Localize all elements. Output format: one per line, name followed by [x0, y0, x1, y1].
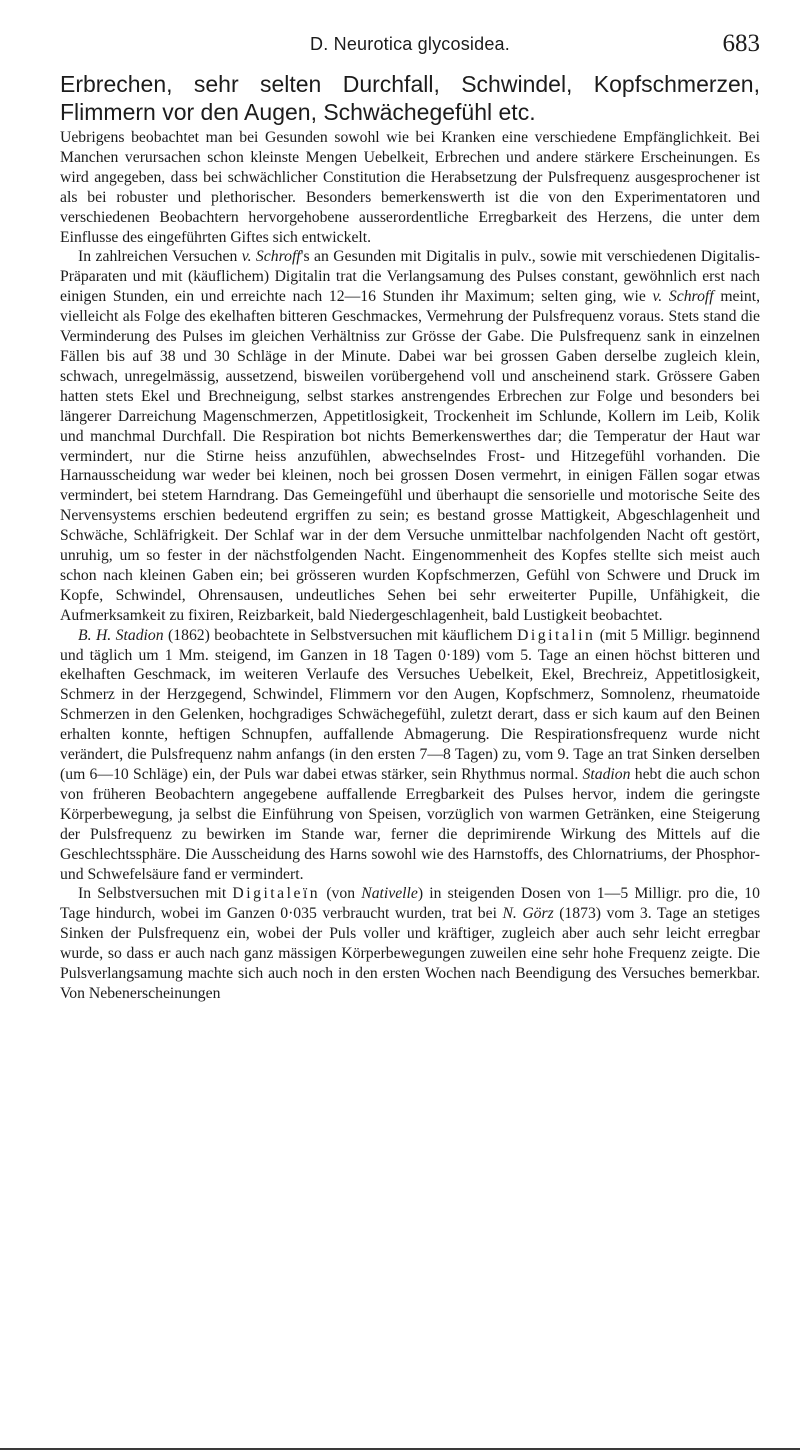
text-run: 's an Gesunden mit Digitalis in pulv., sowie mit verschiedenen Digitalis-Präparaten und mit (käuflichem) Digitalin trat die Verlangsamung des Pulses constant, gewöhnlich erst nach einigen Stunden, ein und erreichte nach 12—16 Stunden ihr Maximum; selten ging, wie: [60, 248, 760, 306]
text-run: In zahlreichen Versuchen: [78, 248, 242, 266]
section-title: D. Neurotica glycosidea.: [310, 34, 510, 54]
author-name: v. Schroff: [241, 248, 301, 266]
drug-name: Digitaleïn: [232, 885, 321, 903]
author-name: B. H. Stadion: [78, 626, 164, 644]
text-run: In Selbstversuchen mit: [78, 885, 233, 903]
text-run: ) in steigenden Dosen von 1—5 Milligr. pro die, 10 Tage hindurch, wobei im Ganzen 0·035 verbraucht wurden, trat bei: [60, 885, 760, 923]
author-name: Nativelle: [361, 885, 418, 903]
paragraph-4: [60, 884, 760, 1003]
page-number: 683: [722, 30, 760, 57]
paragraph-3: [60, 626, 760, 885]
author-name: N. Görz: [502, 905, 554, 923]
text-run: (1862) beobachtete in Selbstversuchen mit käuflichem: [163, 626, 518, 644]
text-run: (von: [320, 885, 362, 903]
drug-name: Digitalin: [517, 626, 596, 644]
author-name: Stadion: [582, 766, 631, 783]
paragraph-1: Uebrigens beobachtet man bei Gesunden sowohl wie bei Kranken eine verschiedene Empfänglichkeit. Bei Manchen verursachen schon kleinste Mengen Uebelkeit, Erbrechen und andere stärkere Erscheinungen. Es wird angegeben, dass bei schwächlicher Constitution die Herabsetzung der Pulsfrequenz ausgesprochener ist als bei robuster und plethorischer. Besonders bemerkenswerth ist die von den Experimentatoren und verschiedenen Beobachtern hervorgehobene ausserordentliche Erregbarkeit des Herzens, die unter dem Einflusse des eingeführten Giftes sich entwickelt.: [60, 129, 760, 246]
text-run: hebt die auch schon von früheren Beobachtern angegebene auffallende Erregbarkeit des Pulses hervor, indem die geringste Körperbewegung, ja selbst die Einführung von Speisen, vorzüglich von warmen Getränken, eine Steigerung der Pulsfrequenz zu bewirken im Stande war, ferner die deprimirende Wirkung des Mittels auf die Geschlechtssphäre. Die Ausscheidung des Harns sowohl wie des Harnstoffs, des Chlornatriums, der Phosphor- und Schwefelsäure fand er vermindert.: [60, 766, 760, 883]
body-text: [60, 128, 760, 1004]
text-run: meint, vielleicht als Folge des ekelhaften bitteren Geschmackes, Vermehrung der Pulsfrequenz voraus. Stets stand die Verminderung des Pulses im gleichen Verhältniss zur Grösse der Gabe. Die Pulsfrequenz sank in einzelnen Fällen bis auf 38 und 30 Schläge in der Minute. Dabei war bei grossen Gaben derselbe zugleich klein, schwach, unregelmässig, aussetzend, bisweilen vorübergehend voll und anscheinend stark. Grössere Gaben hatten stets Ekel und Brechneigung, selbst starkes anstrengendes Erbrechen zur Folge und besonders bei längerer Darreichung Magenschmerzen, Appetitlosigkeit, Trockenheit im Schlunde, Kollern im Leib, Kolik und manchmal Durchfall. Die Respiration bot nichts Bemerkenswerthes dar; die Temperatur der Haut war vermindert, nur die Stirne heiss anzufühlen, abwechselndes Frost- und Hitzegefühl vorhanden. Die Harnausscheidung war weder bei kleinen, noch bei grossen Dosen vermehrt, in einigen Fällen sogar etwas vermindert, bei stetem Harndrang. Das Gemeingefühl und überhaupt die sensorielle und motorische Seite des Nervensystems erschien bedeutend ergriffen zu sein; es bestand grosse Mattigkeit, Abgeschlagenheit und Schwäche, Schläfrigkeit. Der Schlaf war in der dem Versuche unmittelbar nachfolgenden Nacht oft gestört, unruhig, um so fester in der nächstfolgenden Nacht. Eingenommenheit des Kopfes stellte sich meist auch schon nach kleinen Gaben ein; bei grösseren wurden Kopfschmerzen, Gefühl von Schwere und Druck im Kopfe, Schwindel, Ohrensausen, undeutliches Sehen bei sehr erweiterter Pupille, Unfähigkeit, die Aufmerksamkeit zu fixiren, Reizbarkeit, bald Niedergeschlagenheit, bald Lustigkeit beobachtet.: [60, 288, 760, 624]
paragraph-2: [60, 247, 760, 625]
running-header: [60, 30, 760, 60]
text-run: (mit 5 Milligr. beginnend und täglich um 1 Mm. steigend, im Ganzen in 18 Tagen 0·189) vom 5. Tage an einen höchst bitteren und ekelhaften Geschmack, im weiteren Verlaufe des Versuches Uebelkeit, Ekel, Brechreiz, Appetitlosigkeit, Schmerz in der Herzgegend, Schwindel, Flimmern vor den Augen, Kopfschmerz, Somnolenz, rheumatoide Schmerzen in den Gelenken, hochgradiges Schwächegefühl, zuletzt derart, dass er sich kaum auf den Beinen erhalten konnte, heftigen Schnupfen, auffallende Abmagerung. Die Respirationsfrequenz wurde nicht verändert, die Pulsfrequenz nahm anfangs (in den ersten 7—8 Tagen) zu, vom 9. Tage an trat Sinken derselben (um 6—10 Schläge) ein, der Puls war dabei etwas stärker, sein Rhythmus normal.: [60, 626, 760, 783]
author-name: v. Schroff: [652, 288, 714, 306]
symptom-heading: Erbrechen, sehr selten Durchfall, Schwindel, Kopfschmerzen, Flimmern vor den Augen, Schwächegefühl etc.: [60, 71, 760, 125]
text-run: (1873) vom 3. Tage an stetiges Sinken der Pulsfrequenz ein, wobei der Puls voller und kräftiger, zugleich aber auch sehr leicht erregbar wurde, so dass er auch nach ganz mässigen Körperbewegungen zuweilen eine sehr hohe Frequenz zeigte. Die Pulsverlangsamung machte sich auch noch in den ersten Wochen nach Beendigung des Versuches bemerkbar. Von Nebenerscheinungen: [60, 905, 760, 1002]
page-bottom-edge: [0, 1448, 800, 1450]
